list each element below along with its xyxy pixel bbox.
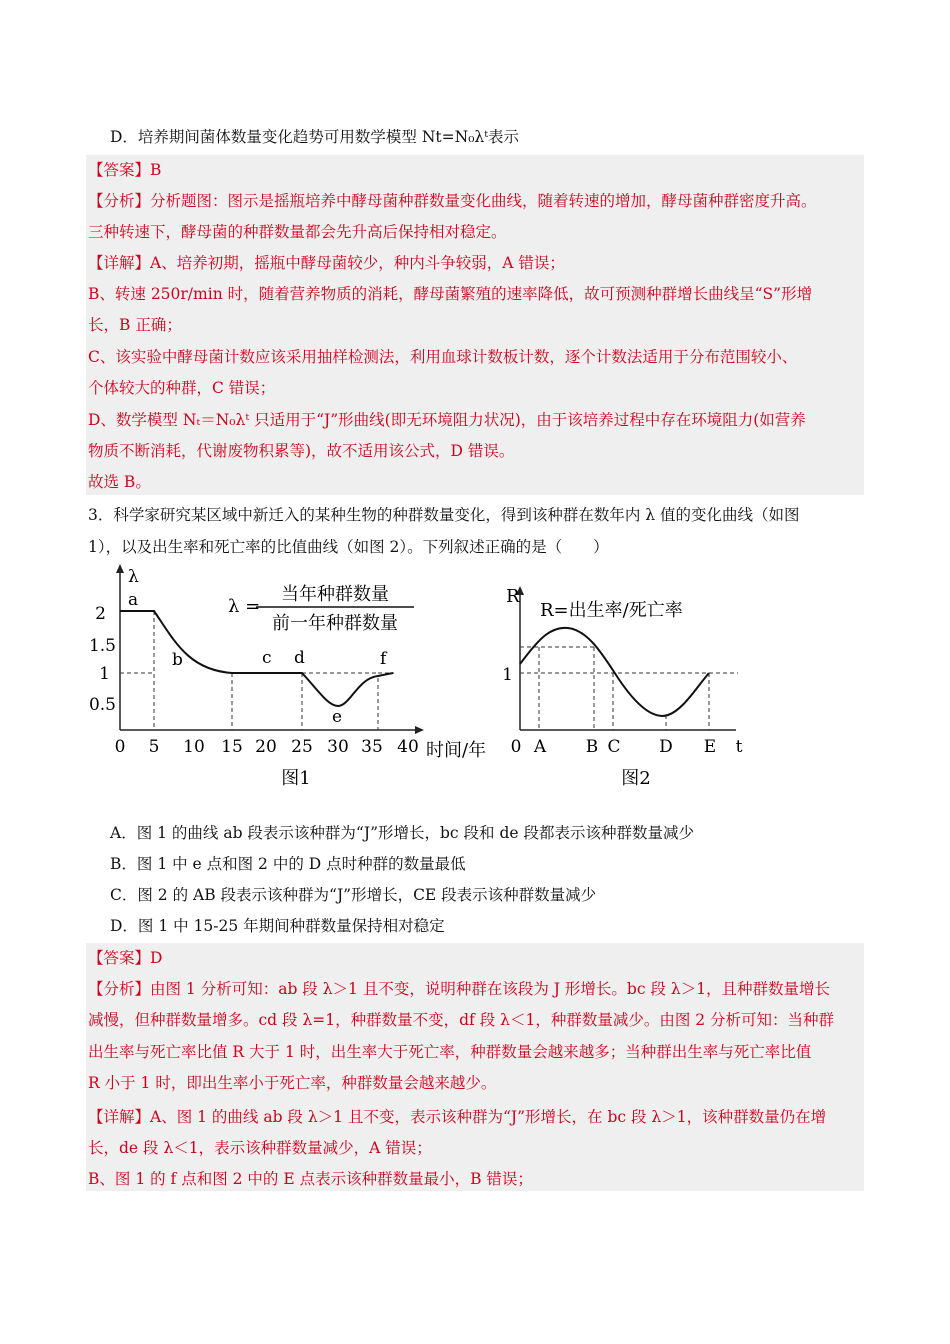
option-a: A．图 1 的曲线 ab 段表示该种群为“J”形增长，bc 段和 de 段都表示该种群数量减少 [110, 824, 694, 842]
detail-line: 故选 B。 [88, 473, 151, 491]
fig2-y-one: 1 [502, 665, 513, 685]
detail-line: 个体较大的种群，C 错误； [88, 379, 276, 397]
fig1-x-tick: 5 [148, 737, 160, 757]
question-stem: 1），以及出生率和死亡率的比值曲线（如图 2）。下列叙述正确的是（ ） [88, 538, 609, 556]
fig1-point-b: b [172, 650, 183, 670]
fig1-x-tick: 10 [183, 737, 205, 757]
fig1-x-label: 时间/年 [426, 740, 487, 761]
detail-line: C、该实验中酵母菌计数应该采用抽样检测法，利用血球计数板计数，逐个计数法适用于分布范围较小、 [88, 348, 798, 366]
fig1-formula-numerator: 当年种群数量 [281, 584, 389, 605]
fig1-formula-denominator: 前一年种群数量 [272, 613, 398, 634]
answer-line: 【答案】B [88, 161, 162, 179]
fig1-x-tick: 40 [397, 737, 419, 757]
figures [88, 560, 768, 804]
detail-line: B、转速 250r/min 时，随着营养物质的消耗，酵母菌繁殖的速率降低，故可预测种群增长曲线呈“S”形增 [88, 285, 813, 303]
fig2-x-tick: t [735, 737, 743, 757]
fig1-y-tick: 1 [99, 664, 110, 684]
detail-line: 物质不断消耗，代谢废物积累等)，故不适用该公式，D 错误。 [88, 442, 515, 460]
detail-line: 【详解】A、图 1 的曲线 ab 段 λ＞1 且不变，表示该种群为“J”形增长，在 bc 段 λ＞1，该种群数量仍在增 [88, 1108, 827, 1126]
fig1-x-tick: 0 [114, 737, 126, 757]
fig1-point-d: d [294, 648, 305, 668]
fig2-x-tick: 0 [510, 737, 522, 757]
figure-1 [89, 564, 486, 789]
analysis-line: 减慢，但种群数量增多。cd 段 λ=1，种群数量不变，df 段 λ＜1，种群数量减少。由图 2 分析可知：当种群 [88, 1011, 835, 1029]
detail-line: 长，B 正确； [88, 316, 182, 334]
fig1-y-tick: 2 [95, 604, 106, 624]
fig1-formula-lhs: λ = [228, 596, 261, 617]
option-d: D．图 1 中 15-25 年期间种群数量保持相对稳定 [110, 917, 445, 935]
fig2-formula: R=出生率/死亡率 [540, 600, 683, 621]
fig1-point-a: a [128, 590, 139, 610]
fig1-y-tick: 1.5 [88, 636, 116, 656]
fig2-caption: 图2 [621, 768, 651, 789]
fig2-y-label: R [506, 586, 520, 607]
fig2-x-tick: A [533, 737, 547, 757]
detail-line: B、图 1 的 f 点和图 2 中的 E 点表示该种群数量最小，B 错误； [88, 1170, 533, 1188]
fig1-x-tick: 25 [291, 737, 313, 757]
fig1-x-tick: 30 [327, 737, 349, 757]
fig1-x-tick: 15 [221, 737, 243, 757]
question-stem: 3．科学家研究某区域中新迁入的某种生物的种群数量变化，得到该种群在数年内 λ 值的变化曲线（如图 [88, 506, 800, 524]
fig1-y-label: λ [128, 567, 139, 587]
fig1-y-tick: 0.5 [88, 695, 116, 715]
analysis-line: 【分析】由图 1 分析可知：ab 段 λ＞1 且不变，说明种群在该段为 J 形增长。bc 段 λ＞1，且种群数量增长 [88, 980, 831, 998]
option-b: B．图 1 中 e 点和图 2 中的 D 点时种群的数量最低 [110, 855, 466, 873]
detail-line: 【详解】A、培养初期，摇瓶中酵母菌较少，种内斗争较弱，A 错误； [88, 254, 565, 272]
fig1-point-f: f [380, 649, 387, 669]
fig1-caption: 图1 [281, 768, 311, 789]
fig1-point-e: e [332, 707, 343, 727]
fig1-x-tick: 35 [361, 737, 383, 757]
fig1-x-tick: 20 [255, 737, 277, 757]
option-c: C．图 2 的 AB 段表示该种群为“J”形增长，CE 段表示该种群数量减少 [110, 886, 597, 904]
detail-line: 长，de 段 λ＜1，表示该种群数量减少，A 错误； [88, 1139, 432, 1157]
figure-svg [88, 560, 768, 800]
analysis-line: 出生率与死亡率比值 R 大于 1 时，出生率大于死亡率，种群数量会越来越多；当种群出生率与死亡率比值 [88, 1043, 812, 1061]
fig2-x-tick: E [703, 737, 717, 757]
fig2-x-tick: B [585, 737, 599, 757]
option-d-prev: D．培养期间菌体数量变化趋势可用数学模型 Nt=N₀λᵗ表示 [110, 128, 520, 146]
fig1-point-c: c [262, 648, 272, 668]
fig2-x-tick: C [607, 737, 621, 757]
figure-2 [502, 586, 742, 789]
analysis-line: R 小于 1 时，即出生率小于死亡率，种群数量会越来越少。 [88, 1074, 497, 1092]
analysis-line: 三种转速下，酵母菌的种群数量都会先升高后保持相对稳定。 [88, 223, 507, 241]
analysis-line: 【分析】分析题图：图示是摇瓶培养中酵母菌种群数量变化曲线，随着转速的增加，酵母菌种群密度升高。 [88, 192, 817, 210]
detail-line: D、数学模型 Nₜ＝N₀λᵗ 只适用于“J”形曲线(即无环境阻力状况)，由于该培养过程中存在环境阻力(如营养 [88, 411, 806, 429]
fig2-x-tick: D [659, 737, 673, 757]
answer-line: 【答案】D [88, 949, 163, 967]
